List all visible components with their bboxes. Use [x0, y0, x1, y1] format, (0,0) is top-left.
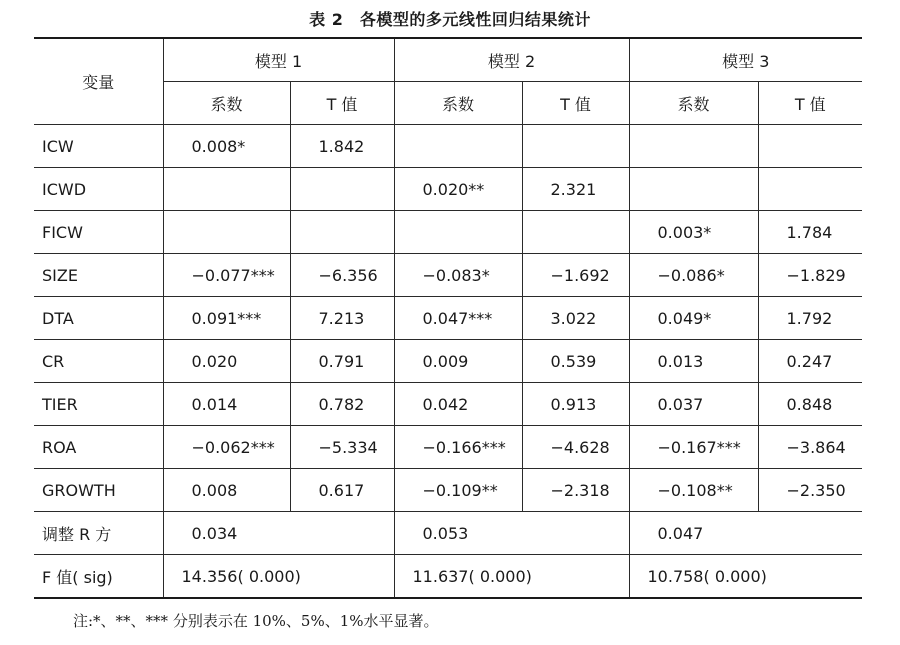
coef-cell: [394, 125, 522, 168]
coef-cell: 0.091***: [163, 297, 290, 340]
table-row: [34, 297, 862, 340]
row-label: FICW: [34, 211, 163, 254]
adj-r2-row: [34, 512, 862, 555]
tval-cell: −1.829: [758, 254, 862, 297]
tval-header: T 值: [758, 82, 862, 125]
model-2-header: 模型 2: [394, 38, 629, 82]
table-row: [34, 254, 862, 297]
f-sig-model-2: 11.637( 0.000): [394, 555, 629, 599]
tval-cell: 2.321: [522, 168, 629, 211]
tval-cell: [290, 211, 394, 254]
tval-header: T 值: [290, 82, 394, 125]
coef-cell: −0.167***: [629, 426, 758, 469]
coef-cell: 0.037: [629, 383, 758, 426]
tval-cell: 0.913: [522, 383, 629, 426]
tval-cell: 0.848: [758, 383, 862, 426]
table-row: [34, 125, 862, 168]
tval-cell: −6.356: [290, 254, 394, 297]
tval-cell: 0.247: [758, 340, 862, 383]
tval-cell: [290, 168, 394, 211]
row-label: DTA: [34, 297, 163, 340]
coef-cell: −0.109**: [394, 469, 522, 512]
table-row: [34, 426, 862, 469]
coef-cell: 0.008: [163, 469, 290, 512]
table-row: [34, 168, 862, 211]
row-label: TIER: [34, 383, 163, 426]
coef-cell: 0.049*: [629, 297, 758, 340]
adj-r2-model-1: 0.034: [163, 512, 394, 555]
adj-r2-model-3: 0.047: [629, 512, 862, 555]
tval-cell: 7.213: [290, 297, 394, 340]
tval-cell: −4.628: [522, 426, 629, 469]
row-label: SIZE: [34, 254, 163, 297]
row-label: GROWTH: [34, 469, 163, 512]
tval-cell: 1.792: [758, 297, 862, 340]
variable-header: 变量: [34, 38, 163, 125]
tval-cell: −5.334: [290, 426, 394, 469]
table-note: 注:*、**、*** 分别表示在 10%、5%、1%水平显著。: [73, 612, 439, 630]
row-label: 调整 R 方: [34, 512, 163, 555]
coef-cell: 0.020**: [394, 168, 522, 211]
coef-cell: −0.077***: [163, 254, 290, 297]
row-label: ROA: [34, 426, 163, 469]
table-row: [34, 383, 862, 426]
tval-cell: −2.350: [758, 469, 862, 512]
tval-cell: [522, 211, 629, 254]
coef-cell: [394, 211, 522, 254]
tval-cell: 1.842: [290, 125, 394, 168]
coef-cell: [163, 168, 290, 211]
coef-cell: [629, 168, 758, 211]
coef-header: 系数: [394, 82, 522, 125]
row-label: ICWD: [34, 168, 163, 211]
model-1-header: 模型 1: [163, 38, 394, 82]
header-row-models: [34, 38, 862, 82]
coef-cell: −0.062***: [163, 426, 290, 469]
tval-cell: 0.539: [522, 340, 629, 383]
row-label: CR: [34, 340, 163, 383]
tval-cell: [758, 168, 862, 211]
coef-cell: 0.009: [394, 340, 522, 383]
coef-cell: 0.014: [163, 383, 290, 426]
coef-cell: [163, 211, 290, 254]
coef-cell: 0.042: [394, 383, 522, 426]
f-sig-model-3: 10.758( 0.000): [629, 555, 862, 599]
tval-cell: 1.784: [758, 211, 862, 254]
adj-r2-model-2: 0.053: [394, 512, 629, 555]
regression-table: [34, 37, 862, 599]
coef-cell: 0.013: [629, 340, 758, 383]
coef-cell: 0.047***: [394, 297, 522, 340]
tval-cell: −3.864: [758, 426, 862, 469]
model-3-header: 模型 3: [629, 38, 862, 82]
coef-cell: −0.108**: [629, 469, 758, 512]
coef-cell: −0.083*: [394, 254, 522, 297]
row-label: F 值( sig): [34, 555, 163, 599]
coef-cell: 0.020: [163, 340, 290, 383]
tval-cell: 0.782: [290, 383, 394, 426]
coef-cell: 0.008*: [163, 125, 290, 168]
f-sig-model-1: 14.356( 0.000): [163, 555, 394, 599]
tval-cell: 0.617: [290, 469, 394, 512]
table-row: [34, 211, 862, 254]
row-label: ICW: [34, 125, 163, 168]
coef-cell: −0.086*: [629, 254, 758, 297]
tval-cell: 0.791: [290, 340, 394, 383]
coef-cell: −0.166***: [394, 426, 522, 469]
coef-cell: [629, 125, 758, 168]
table-row: [34, 469, 862, 512]
f-sig-row: [34, 555, 862, 599]
tval-cell: [758, 125, 862, 168]
coef-cell: 0.003*: [629, 211, 758, 254]
coef-header: 系数: [629, 82, 758, 125]
coef-header: 系数: [163, 82, 290, 125]
table-row: [34, 340, 862, 383]
table-title: 表 2 各模型的多元线性回归结果统计: [309, 10, 591, 29]
tval-cell: [522, 125, 629, 168]
tval-cell: −1.692: [522, 254, 629, 297]
tval-cell: 3.022: [522, 297, 629, 340]
tval-header: T 值: [522, 82, 629, 125]
tval-cell: −2.318: [522, 469, 629, 512]
